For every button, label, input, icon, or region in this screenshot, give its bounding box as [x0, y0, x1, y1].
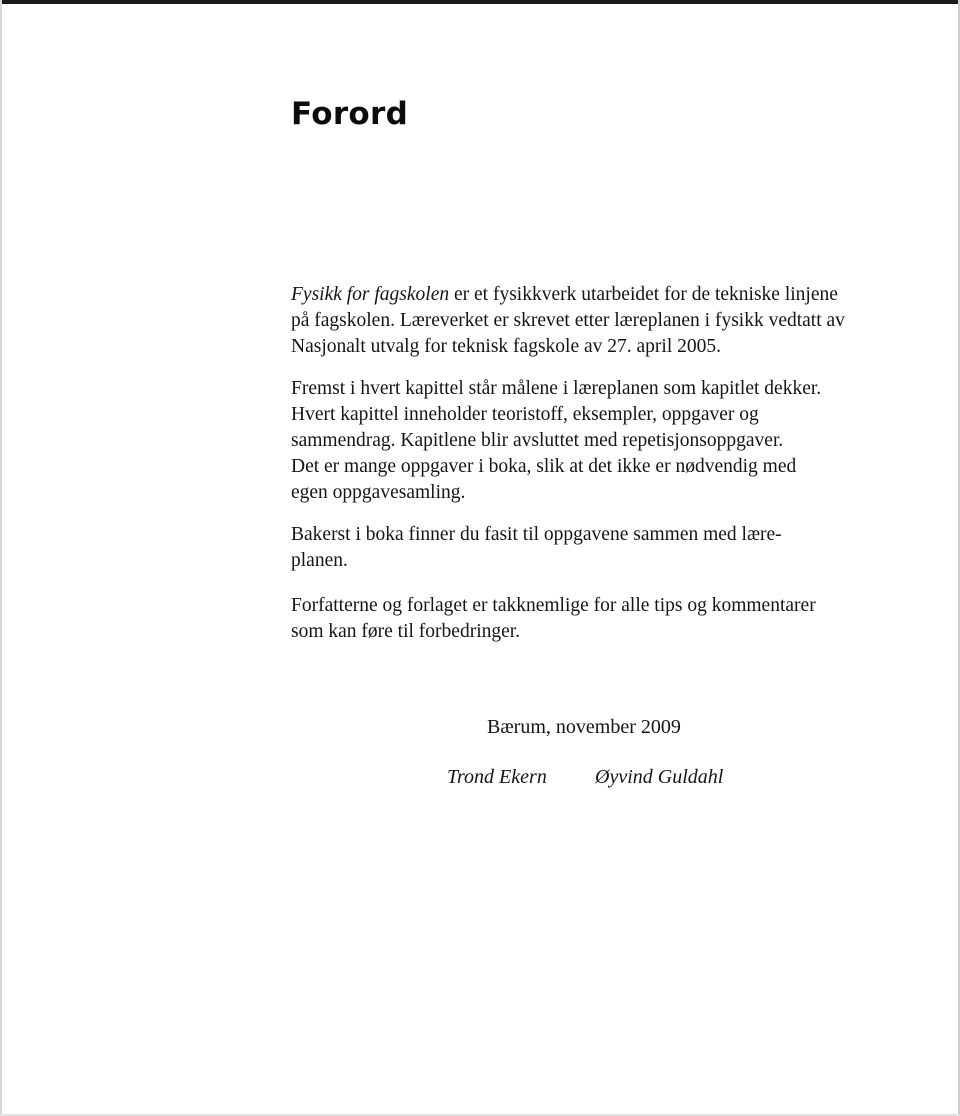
author-name: Øyvind Guldahl	[595, 766, 724, 788]
author-signatures	[447, 764, 747, 792]
thanks-paragraph	[291, 593, 911, 645]
structure-line: Hvert kapittel inneholder teoristoff, eksempler, oppgaver og	[291, 404, 759, 425]
book-title: Fysikk for fagskolen	[291, 284, 450, 305]
place-and-date: Bærum, november 2009	[487, 716, 681, 738]
answers-line: Bakerst i boka finner du fasit til oppgavene sammen med lære-	[291, 524, 782, 545]
structure-line: Det er mange oppgaver i boka, slik at det ikke er nødvendig med	[291, 456, 797, 477]
intro-line-1-text: er et fysikkverk utarbeidet for de tekniske linjene	[449, 284, 838, 305]
intro-paragraph	[291, 282, 911, 360]
page-title: Forord	[291, 96, 409, 132]
author-name: Trond Ekern	[447, 766, 547, 788]
answers-paragraph	[291, 522, 911, 574]
intro-line-3: Nasjonalt utvalg for teknisk fagskole av 27. april 2005.	[291, 336, 721, 357]
structure-line: sammendrag. Kapitlene blir avsluttet med repetisjonsoppgaver.	[291, 430, 784, 451]
intro-line-2: på fagskolen. Læreverket er skrevet etter læreplanen i fysikk vedtatt av	[291, 310, 845, 331]
structure-paragraph	[291, 376, 911, 506]
intro-line-1	[291, 282, 911, 308]
top-border-rule	[0, 0, 960, 4]
structure-line: egen oppgavesamling.	[291, 482, 466, 503]
answers-line: planen.	[291, 550, 348, 571]
thanks-line: som kan føre til forbedringer.	[291, 621, 521, 642]
structure-line: Fremst i hvert kapittel står målene i læreplanen som kapitlet dekker.	[291, 378, 822, 399]
left-page-edge	[0, 0, 2, 1116]
thanks-line: Forfatterne og forlaget er takknemlige for alle tips og kommentarer	[291, 595, 816, 616]
